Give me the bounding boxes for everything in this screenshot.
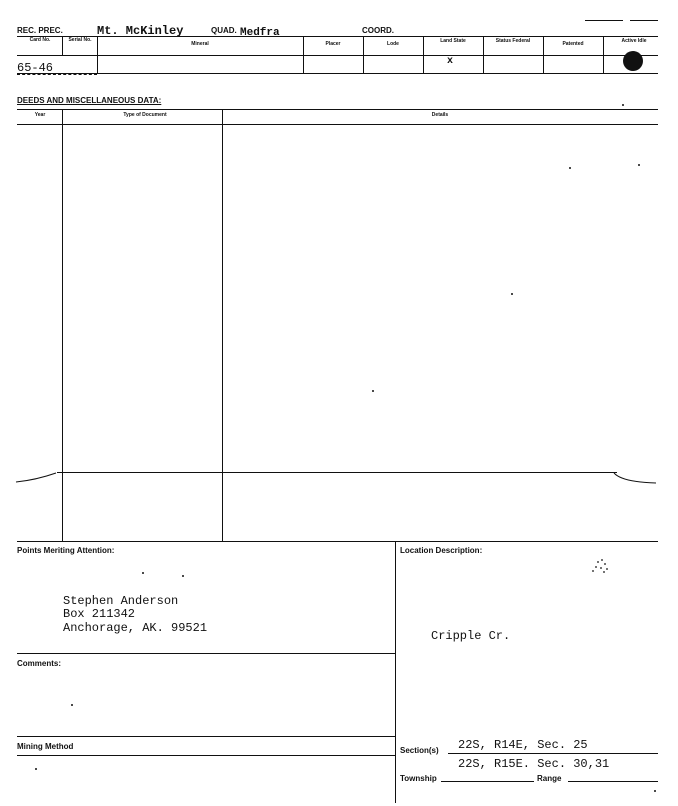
points-line-2: Box 211342 (63, 607, 136, 621)
quad-value: Medfra (240, 27, 280, 39)
table-bottom-rule (17, 73, 658, 74)
header-top-rule-right (630, 20, 658, 21)
scan-dot (182, 575, 184, 577)
deeds-title: DEEDS AND MISCELLANEOUS DATA: (17, 96, 162, 105)
fold-mark-left (14, 470, 58, 486)
scan-dot (511, 293, 513, 295)
rec-prec-value: Mt. McKinley (97, 24, 184, 38)
table-top-rule (17, 36, 658, 37)
township-label: Township (400, 774, 437, 783)
sections-rule-1 (448, 753, 658, 754)
points-label: Points Meriting Attention: (17, 546, 115, 555)
col-divider (423, 36, 424, 73)
scan-dot (142, 572, 144, 574)
sections-label: Section(s) (400, 746, 439, 755)
sections-line-1: 22S, R14E, Sec. 25 (458, 738, 588, 752)
scan-dot (622, 104, 624, 106)
deeds-header-rule (17, 124, 658, 125)
col-divider (363, 36, 364, 73)
col-patented: Patented (562, 41, 584, 47)
sections-line-2: 22S, R15E. Sec. 30,31 (458, 757, 610, 771)
mining-method-label: Mining Method (17, 742, 74, 751)
mining-top-rule (17, 736, 395, 737)
scan-dot (35, 768, 37, 770)
fold-mark-right (612, 470, 658, 486)
rec-prec-label: REC. PREC. (17, 26, 63, 35)
col-divider (603, 36, 604, 73)
col-card-no: Card No. (29, 37, 51, 43)
col-type: Type of Document (123, 112, 167, 118)
col-divider (97, 36, 98, 73)
col-mineral: Mineral (191, 41, 209, 47)
deeds-divider-1 (62, 109, 63, 541)
col-status-federal: Status Federal (495, 38, 531, 44)
comments-top-rule (17, 653, 395, 654)
col-active-idle: Active Idle (621, 38, 647, 44)
quad-label: QUAD. (211, 26, 237, 35)
deeds-top-rule (17, 109, 658, 110)
comments-label: Comments: (17, 659, 62, 668)
deeds-divider-2 (222, 109, 223, 541)
col-divider (62, 36, 63, 55)
mining-bottom-rule (17, 755, 395, 756)
card-number: 65-46 (17, 61, 54, 75)
speckle-marks (590, 556, 614, 576)
col-serial-no: Serial No. (68, 37, 92, 43)
active-dot-mark (623, 51, 643, 71)
col-divider (543, 36, 544, 73)
location-value: Cripple Cr. (431, 629, 511, 643)
header-top-rule (585, 20, 623, 21)
lower-top-rule (17, 541, 658, 542)
coord-label: COORD. (362, 26, 394, 35)
col-lode: Lode (387, 41, 399, 47)
col-placer: Placer (325, 41, 341, 47)
range-label: Range (537, 774, 562, 783)
card-number-underline (17, 74, 97, 75)
col-divider (483, 36, 484, 73)
scan-dot (654, 790, 656, 792)
col-land-state: Land State (440, 38, 466, 44)
col-details: Details (431, 112, 449, 118)
township-rule (441, 781, 534, 782)
col-year: Year (34, 112, 46, 118)
deeds-fold-line (57, 472, 617, 473)
table-header-rule (17, 55, 658, 56)
land-state-mark: x (447, 56, 454, 67)
points-line-3: Anchorage, AK. 99521 (63, 621, 208, 635)
scan-dot (569, 167, 571, 169)
points-line-1: Stephen Anderson (63, 594, 179, 608)
scan-dot (71, 704, 73, 706)
scan-dot (638, 164, 640, 166)
col-divider (303, 36, 304, 73)
scan-dot (372, 390, 374, 392)
lower-center-divider (395, 541, 396, 803)
range-rule (568, 781, 658, 782)
location-label: Location Description: (400, 546, 483, 555)
